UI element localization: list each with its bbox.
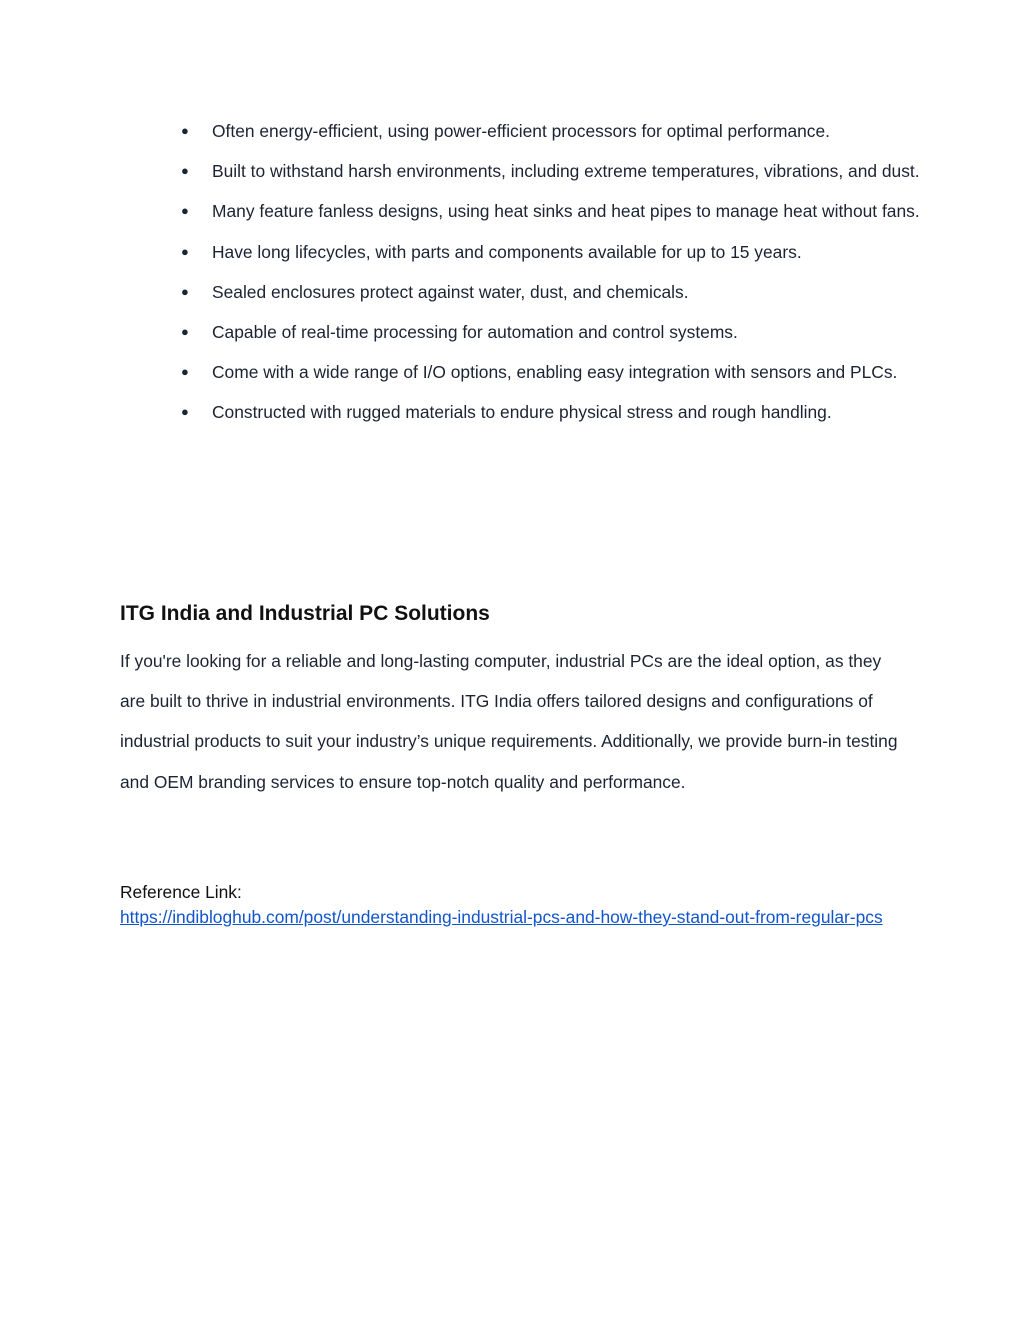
bullet-item <box>181 191 921 231</box>
section-paragraph: If you're looking for a reliable and long-lasting computer, industrial PCs are the ideal option, as they are built to thrive in industrial environments. ITG India offers tailored designs and configurations of industrial products to suit your industry’s unique requirements. Additionally, we provide burn-in testing and OEM branding services to ensure top-notch quality and performance. <box>120 651 898 792</box>
bullet-text: Constructed with rugged materials to endure physical stress and rough handling. <box>212 402 832 423</box>
bullet-dot-icon: ● <box>181 243 189 259</box>
bullet-dot-icon: ● <box>181 283 189 299</box>
bullet-dot-icon: ● <box>181 123 189 138</box>
bullet-text: Have long lifecycles, with parts and components available for up to 15 years. <box>212 241 802 262</box>
bullet-dot-icon: ● <box>181 324 189 340</box>
bullet-text: Built to withstand harsh environments, including extreme temperatures, vibrations, and dust. <box>212 161 920 182</box>
bullet-item <box>181 272 921 312</box>
reference-link[interactable]: https://indibloghub.com/post/understanding-industrial-pcs-and-how-they-stand-out-from-regular-pcs <box>120 907 883 927</box>
bullet-dot-icon: ● <box>181 364 189 380</box>
bullet-text: Many feature fanless designs, using heat sinks and heat pipes to manage heat without fans. <box>212 201 920 222</box>
bullet-item <box>181 392 921 432</box>
bullet-item <box>181 111 921 151</box>
feature-bullet-list <box>181 111 921 433</box>
bullet-item <box>181 151 921 191</box>
bullet-item <box>181 352 921 392</box>
bullet-dot-icon: ● <box>181 163 189 179</box>
bullet-text: Capable of real-time processing for automation and control systems. <box>212 322 738 343</box>
reference-label: Reference Link: <box>120 882 242 902</box>
reference-block <box>120 880 910 930</box>
section-heading: ITG India and Industrial PC Solutions <box>120 602 490 625</box>
bullet-item <box>181 312 921 352</box>
bullet-dot-icon: ● <box>181 404 189 420</box>
bullet-text: Often energy-efficient, using power-efficient processors for optimal performance. <box>212 121 830 141</box>
bullet-dot-icon: ● <box>181 203 189 219</box>
bullet-text: Sealed enclosures protect against water, dust, and chemicals. <box>212 281 689 302</box>
bullet-item <box>181 232 921 272</box>
bullet-text: Come with a wide range of I/O options, enabling easy integration with sensors and PLCs. <box>212 362 898 383</box>
